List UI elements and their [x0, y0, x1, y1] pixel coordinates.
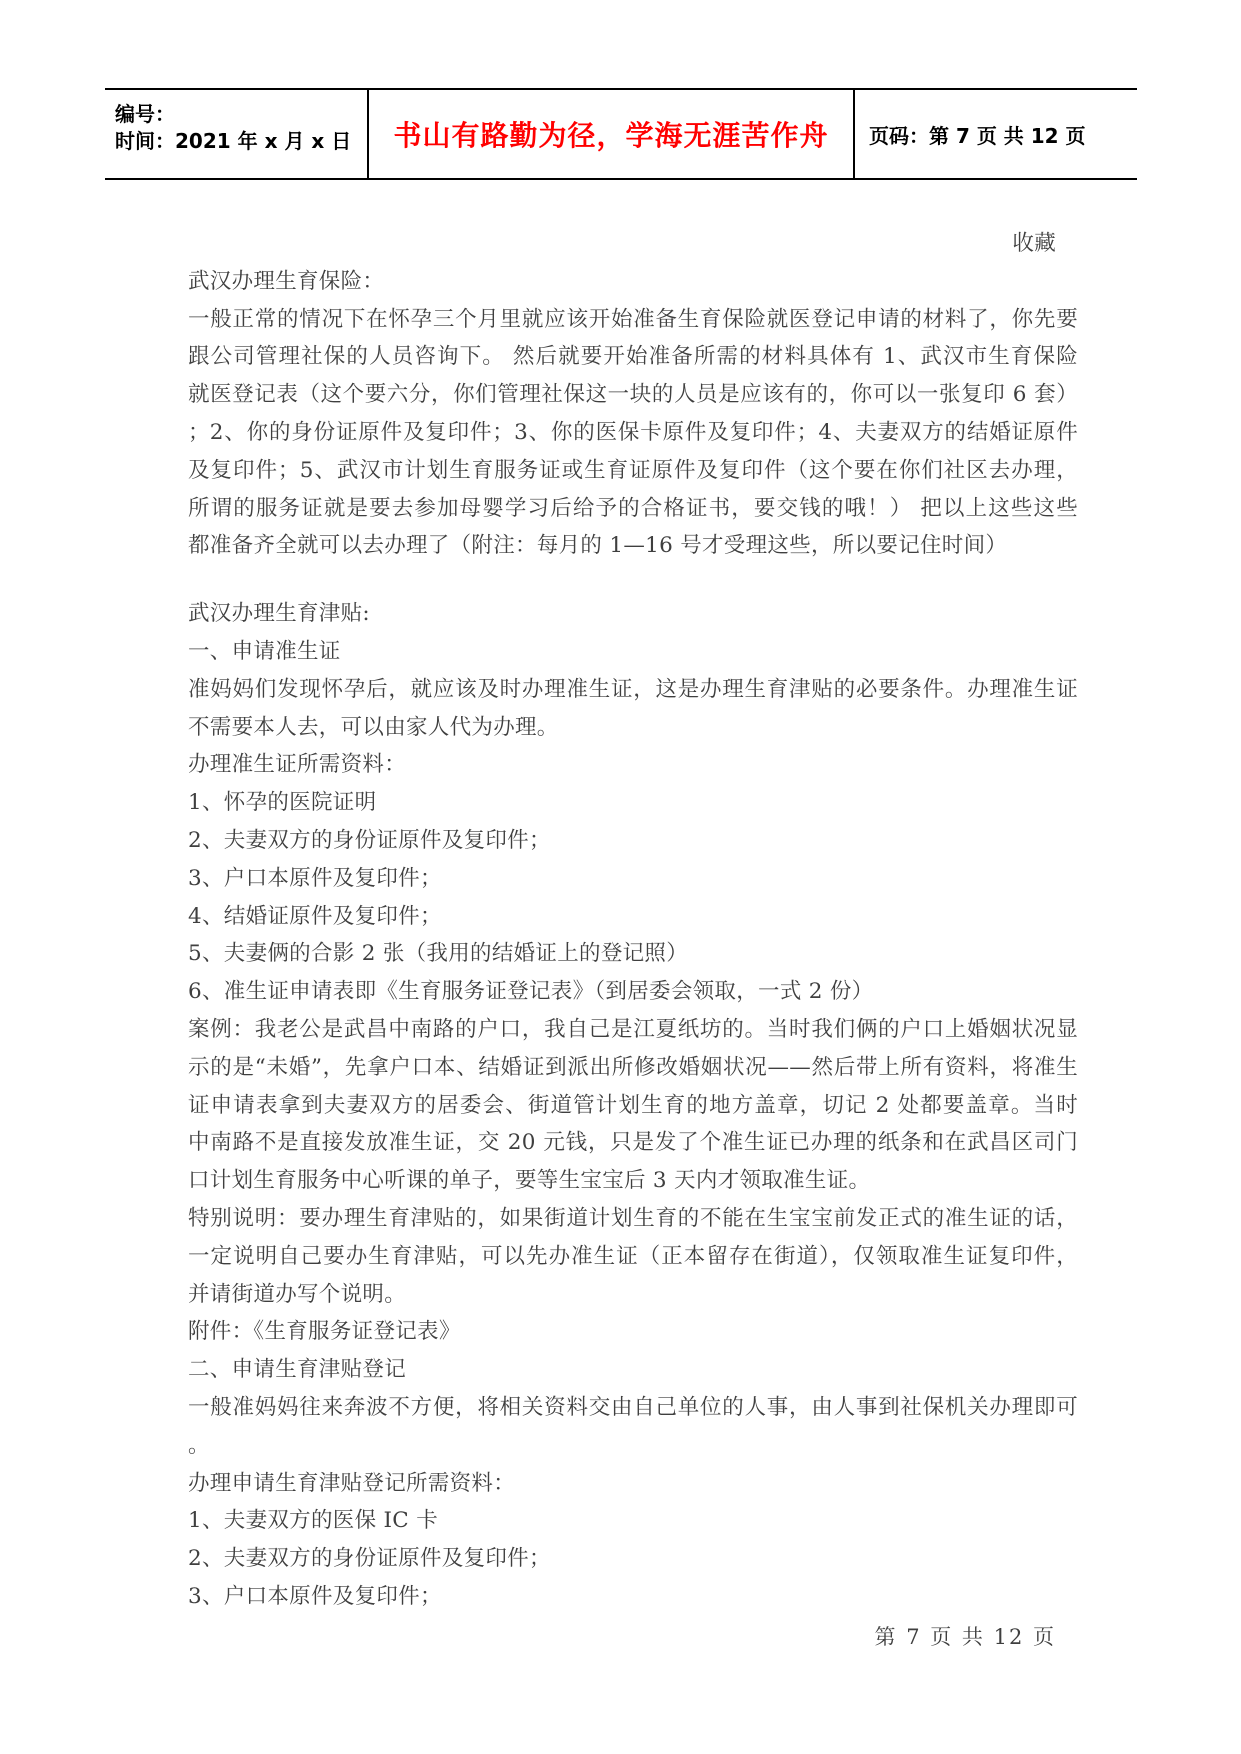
text-line: 准妈妈们发现怀孕后，就应该及时办理准生证，这是办理生育津贴的必要条件。办理准生证: [188, 676, 1078, 702]
text-line: 5、夫妻俩的合影 2 张（我用的结婚证上的登记照）: [188, 941, 689, 967]
header-info-table: [105, 88, 1137, 180]
text-line: 跟公司管理社保的人员咨询下。 然后就要开始准备所需的材料具体有 1、武汉市生育保险: [188, 344, 1078, 370]
text-line: 口计划生育服务中心听课的单子，要等生宝宝后 3 天内才领取准生证。: [188, 1168, 871, 1194]
header-page-cell: [853, 90, 1137, 178]
text-line: 示的是“未婚”，先拿户口本、结婚证到派出所修改婚姻状况——然后带上所有资料，将准生: [188, 1054, 1078, 1080]
text-line: 3、户口本原件及复印件；: [188, 1583, 442, 1609]
text-line: 收藏: [1012, 231, 1056, 256]
text-line: 1、夫妻双方的医保 IC 卡: [188, 1508, 438, 1534]
text-line: 就医登记表（这个要六分，你们管理社保这一块的人员是应该有的，你可以一张复印 6 套）: [188, 382, 1078, 408]
document-number-label: 编号：: [115, 102, 175, 126]
text-line: 一般准妈妈往来奔波不方便，将相关资料交由自己单位的人事，由人事到社保机关办理即可: [188, 1394, 1078, 1420]
text-line: 2、夫妻双方的身份证原件及复印件；: [188, 1546, 551, 1572]
text-line: ；2、你的身份证原件及复印件；3、你的医保卡原件及复印件；4、夫妻双方的结婚证原件: [188, 419, 1078, 445]
text-line: 办理申请生育津贴登记所需资料：: [188, 1470, 516, 1496]
document-time-label: 时间：2021 年 x 月 x 日: [115, 129, 352, 153]
text-line: 1、怀孕的医院证明: [188, 790, 377, 816]
text-line: 办理准生证所需资料：: [188, 752, 407, 778]
page-number-label: 页码：第 7 页 共 12 页: [869, 123, 1086, 148]
text-line: 3、户口本原件及复印件；: [188, 865, 442, 891]
text-line: 所谓的服务证就是要去参加母婴学习后给予的合格证书，要交钱的哦！） 把以上这些这些: [188, 495, 1078, 521]
text-line: 都准备齐全就可以去办理了（附注：每月的 1—16 号才受理这些，所以要记住时间）: [188, 533, 1008, 559]
text-line: 一定说明自己要办生育津贴，可以先办准生证（正本留存在街道），仅领取准生证复印件，: [188, 1243, 1078, 1269]
text-line: 一、申请准生证: [188, 638, 341, 664]
text-line: 案例：我老公是武昌中南路的户口，我自己是江夏纸坊的。当时我们俩的户口上婚姻状况显: [188, 1016, 1078, 1042]
text-line: 并请街道办写个说明。: [188, 1281, 407, 1307]
text-line: 附件：《生育服务证登记表》: [188, 1319, 461, 1345]
footer-page-number: 第 7 页 共 12 页: [874, 1625, 1056, 1649]
paragraph-gap: [188, 565, 1078, 595]
text-line: 特别说明：要办理生育津贴的，如果街道计划生育的不能在生宝宝前发正式的准生证的话，: [188, 1205, 1078, 1231]
text-line: 武汉办理生育保险：: [188, 268, 385, 294]
header-meta-cell: [105, 90, 367, 178]
text-line: 。: [188, 1432, 210, 1458]
text-line: 6、准生证申请表即《生育服务证登记表》（到居委会领取，一式 2 份）: [188, 979, 874, 1005]
text-line: 2、夫妻双方的身份证原件及复印件；: [188, 827, 551, 853]
text-line: 武汉办理生育津贴:: [188, 601, 370, 627]
text-line: 中南路不是直接发放准生证，交 20 元钱，只是发了个准生证已办理的纸条和在武昌区司门: [188, 1130, 1078, 1156]
text-line: 证申请表拿到夫妻双方的居委会、街道管计划生育的地方盖章，切记 2 处都要盖章。当时: [188, 1092, 1078, 1118]
slogan-text: 书山有路勤为径，学海无涯苦作舟: [393, 119, 829, 152]
document-body: [188, 225, 1078, 1616]
text-line: 4、结婚证原件及复印件；: [188, 903, 442, 929]
text-line: 不需要本人去，可以由家人代为办理。: [188, 714, 559, 740]
text-line: 二、申请生育津贴登记: [188, 1357, 407, 1383]
text-line: 及复印件；5、武汉市计划生育服务证或生育证原件及复印件（这个要在你们社区去办理，: [188, 457, 1078, 483]
text-line: 一般正常的情况下在怀孕三个月里就应该开始准备生育保险就医登记申请的材料了，你先要: [188, 306, 1078, 332]
header-slogan-cell: [367, 90, 853, 178]
